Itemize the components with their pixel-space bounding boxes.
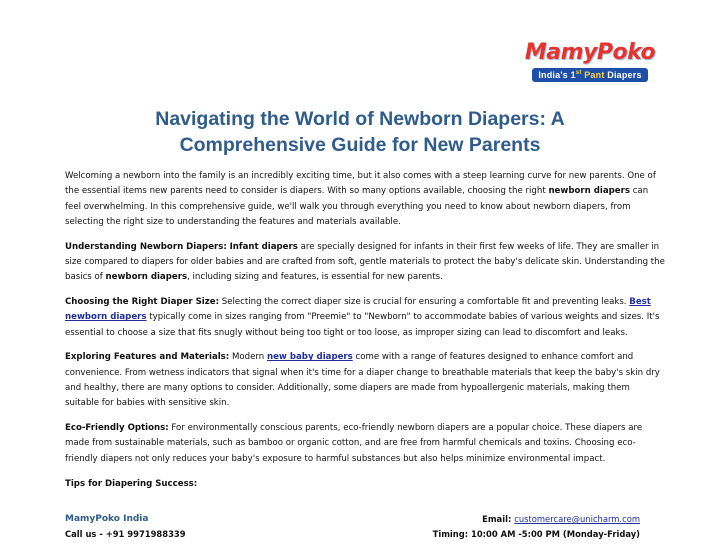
logo-tag-sup: st [575, 70, 582, 76]
footer-email-line [433, 512, 640, 527]
intro-paragraph [65, 169, 665, 230]
footer-timing-value: 10:00 AM -5:00 PM (Monday-Friday) [471, 529, 640, 539]
understanding-paragraph [65, 240, 665, 286]
page-title: Navigating the World of Newborn Diapers: A Comprehensive Guide for New Parents [155, 108, 565, 156]
footer-email-link[interactable]: customercare@unicharm.com [514, 514, 640, 524]
new-baby-diapers-link[interactable]: new baby diapers [266, 352, 353, 363]
footer-info [433, 512, 640, 542]
choosing-text-2: typically come in sizes ranging from "Preemie" to "Newborn" to accommodate babies of various weights and sizes. It's essential to choose a size that fits snugly without being too tight or too loose, as improper sizing can lead to discomfort and leaks. [65, 312, 660, 338]
features-paragraph [65, 350, 665, 411]
features-text-2: come with a range of features designed to enhance comfort and convenience. From wetness indicators that signal when it's time for a diaper change to breathable materials that keep the baby's skin dry and healthy, there are many options to consider. Additionally, some diapers are made from hypoallergenic materials, making them suitable for babies with sensitive skin. [65, 352, 660, 409]
intro-bold-term: newborn diapers [548, 186, 630, 197]
choosing-text-1: Selecting the correct diaper size is crucial for ensuring a comfortable fit and preventing leaks. [219, 297, 630, 308]
footer-contact [65, 512, 186, 542]
intro-text-1: Welcoming a newborn into the family is an incredibly exciting time, but it also comes with a steep learning curve for new parents. One of the essential items new parents need to consider is diapers. With so many options available, choosing the right [65, 171, 656, 197]
understanding-text-1: are specially designed for infants in their first few weeks of life. They are smaller in size compared to diapers for older babies and are crafted from soft, gentle materials to protect the baby's delicate skin. Understanding the basics of [65, 241, 665, 283]
features-text-1: Modern [229, 352, 267, 363]
understanding-bold-term: Infant diapers [229, 241, 298, 252]
tips-paragraph [65, 477, 665, 492]
eco-heading: Eco-Friendly Options: [65, 423, 169, 434]
footer-phone: Call us - +91 9971988339 [65, 529, 186, 539]
eco-paragraph [65, 421, 665, 467]
understanding-bold-term-2: newborn diapers [105, 272, 188, 283]
footer-timing-line [433, 527, 640, 542]
brand-logo [525, 25, 655, 97]
eco-text: For environmentally conscious parents, eco-friendly newborn diapers are a popular choice. These diapers are made from sustainable materials, such as bamboo or organic cotton, and are free from harmful chemicals and toxins. Choosing eco-friendly diapers not only reduces your baby's exposure to harmful substances but also helps minimize environmental impact. [65, 423, 643, 464]
features-heading: Exploring Features and Materials: [65, 352, 230, 363]
best-newborn-diapers-link[interactable]: Best newborn diapers [65, 297, 651, 323]
logo-brand-text: MamyPoko [524, 40, 656, 65]
footer-email-label: Email: [482, 514, 515, 524]
understanding-text-2: , including sizing and features, is essential for new parents. [187, 272, 443, 283]
understanding-heading: Understanding Newborn Diapers: [65, 241, 227, 252]
intro-text-2: can feel overwhelming. In this comprehensive guide, we'll walk you through everything you need to know about newborn diapers, from selecting the right size to understanding the features and materials available. [65, 186, 649, 227]
logo-tagline [532, 68, 647, 82]
logo-tag-suffix: Diapers [607, 70, 642, 80]
article-body [65, 169, 665, 501]
tips-heading: Tips for Diapering Success: [65, 478, 198, 489]
logo-tag-prefix: India's 1 [538, 70, 576, 80]
footer-timing-label: Timing: [432, 529, 472, 539]
choosing-heading: Choosing the Right Diaper Size: [65, 297, 220, 308]
footer-org-name: MamyPoko India [65, 514, 149, 524]
choosing-paragraph [65, 295, 665, 341]
logo-wordmark [525, 40, 655, 65]
logo-tag-pant: Pant [584, 70, 605, 80]
